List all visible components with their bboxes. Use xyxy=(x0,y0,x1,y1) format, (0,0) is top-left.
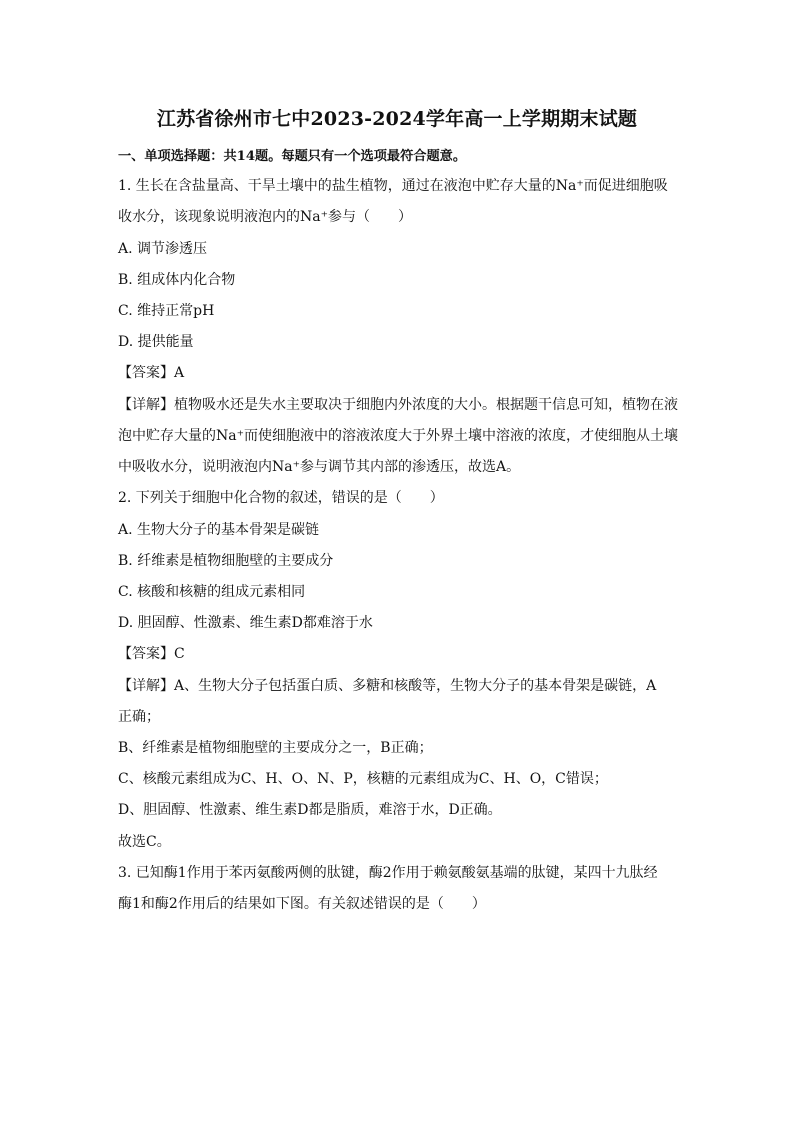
q1-option-a: A. 调节渗透压 xyxy=(118,241,208,257)
q2-option-d: D. 胆固醇、性激素、维生素D都难溶于水 xyxy=(118,615,373,631)
q2-option-b: B. 纤维素是植物细胞壁的主要成分 xyxy=(118,553,334,569)
q1-detail-line-2: 泡中贮存大量的Na⁺而使细胞液中的溶液浓度大于外界土壤中溶液的浓度，才使细胞从土壤 xyxy=(118,428,678,444)
q2-option-a: A. 生物大分子的基本骨架是碳链 xyxy=(118,522,320,538)
q1-detail-line-1: 【详解】植物吸水还是失水主要取决于细胞内外浓度的大小。根据题干信息可知，植物在液 xyxy=(118,397,678,413)
page-title: 江苏省徐州市七中2023-2024学年高一上学期期末试题 xyxy=(156,108,638,130)
q2-detail-line-6: 故选C。 xyxy=(118,834,171,850)
q1-detail-line-3: 中吸收水分，说明液泡内Na⁺参与调节其内部的渗透压，故选A。 xyxy=(118,459,521,475)
q1-stem-line-2: 收水分，该现象说明液泡内的Na⁺参与（ ） xyxy=(118,209,412,225)
q2-option-c: C. 核酸和核糖的组成元素相同 xyxy=(118,584,306,600)
q2-answer: 【答案】C xyxy=(118,646,185,662)
section-heading: 一、单项选择题：共14题。每题只有一个选项最符合题意。 xyxy=(118,149,467,164)
q3-stem-line-2: 酶1和酶2作用后的结果如下图。有关叙述错误的是（ ） xyxy=(118,896,486,912)
q1-stem-line-1: 1. 生长在含盐量高、干旱土壤中的盐生植物，通过在液泡中贮存大量的Na⁺而促进细胞吸 xyxy=(118,178,668,194)
q1-option-b: B. 组成体内化合物 xyxy=(118,272,236,288)
q1-option-d: D. 提供能量 xyxy=(118,334,194,350)
q2-detail-line-5: D、胆固醇、性激素、维生素D都是脂质，难溶于水，D正确。 xyxy=(118,802,502,818)
q1-answer: 【答案】A xyxy=(118,365,185,381)
q2-detail-line-3: B、纤维素是植物细胞壁的主要成分之一，B正确； xyxy=(118,740,433,756)
q2-detail-line-1: 【详解】A、生物大分子包括蛋白质、多糖和核酸等，生物大分子的基本骨架是碳链，A xyxy=(118,678,657,694)
q2-detail-line-2: 正确； xyxy=(118,709,160,725)
q3-stem-line-1: 3. 已知酶1作用于苯丙氨酸两侧的肽键，酶2作用于赖氨酸氨基端的肽键，某四十九肽经 xyxy=(118,865,658,881)
q1-option-c: C. 维持正常pH xyxy=(118,303,215,319)
q2-stem: 2. 下列关于细胞中化合物的叙述，错误的是（ ） xyxy=(118,490,444,506)
q2-detail-line-4: C、核酸元素组成为C、H、O、N、P，核糖的元素组成为C、H、O，C错误； xyxy=(118,771,608,787)
